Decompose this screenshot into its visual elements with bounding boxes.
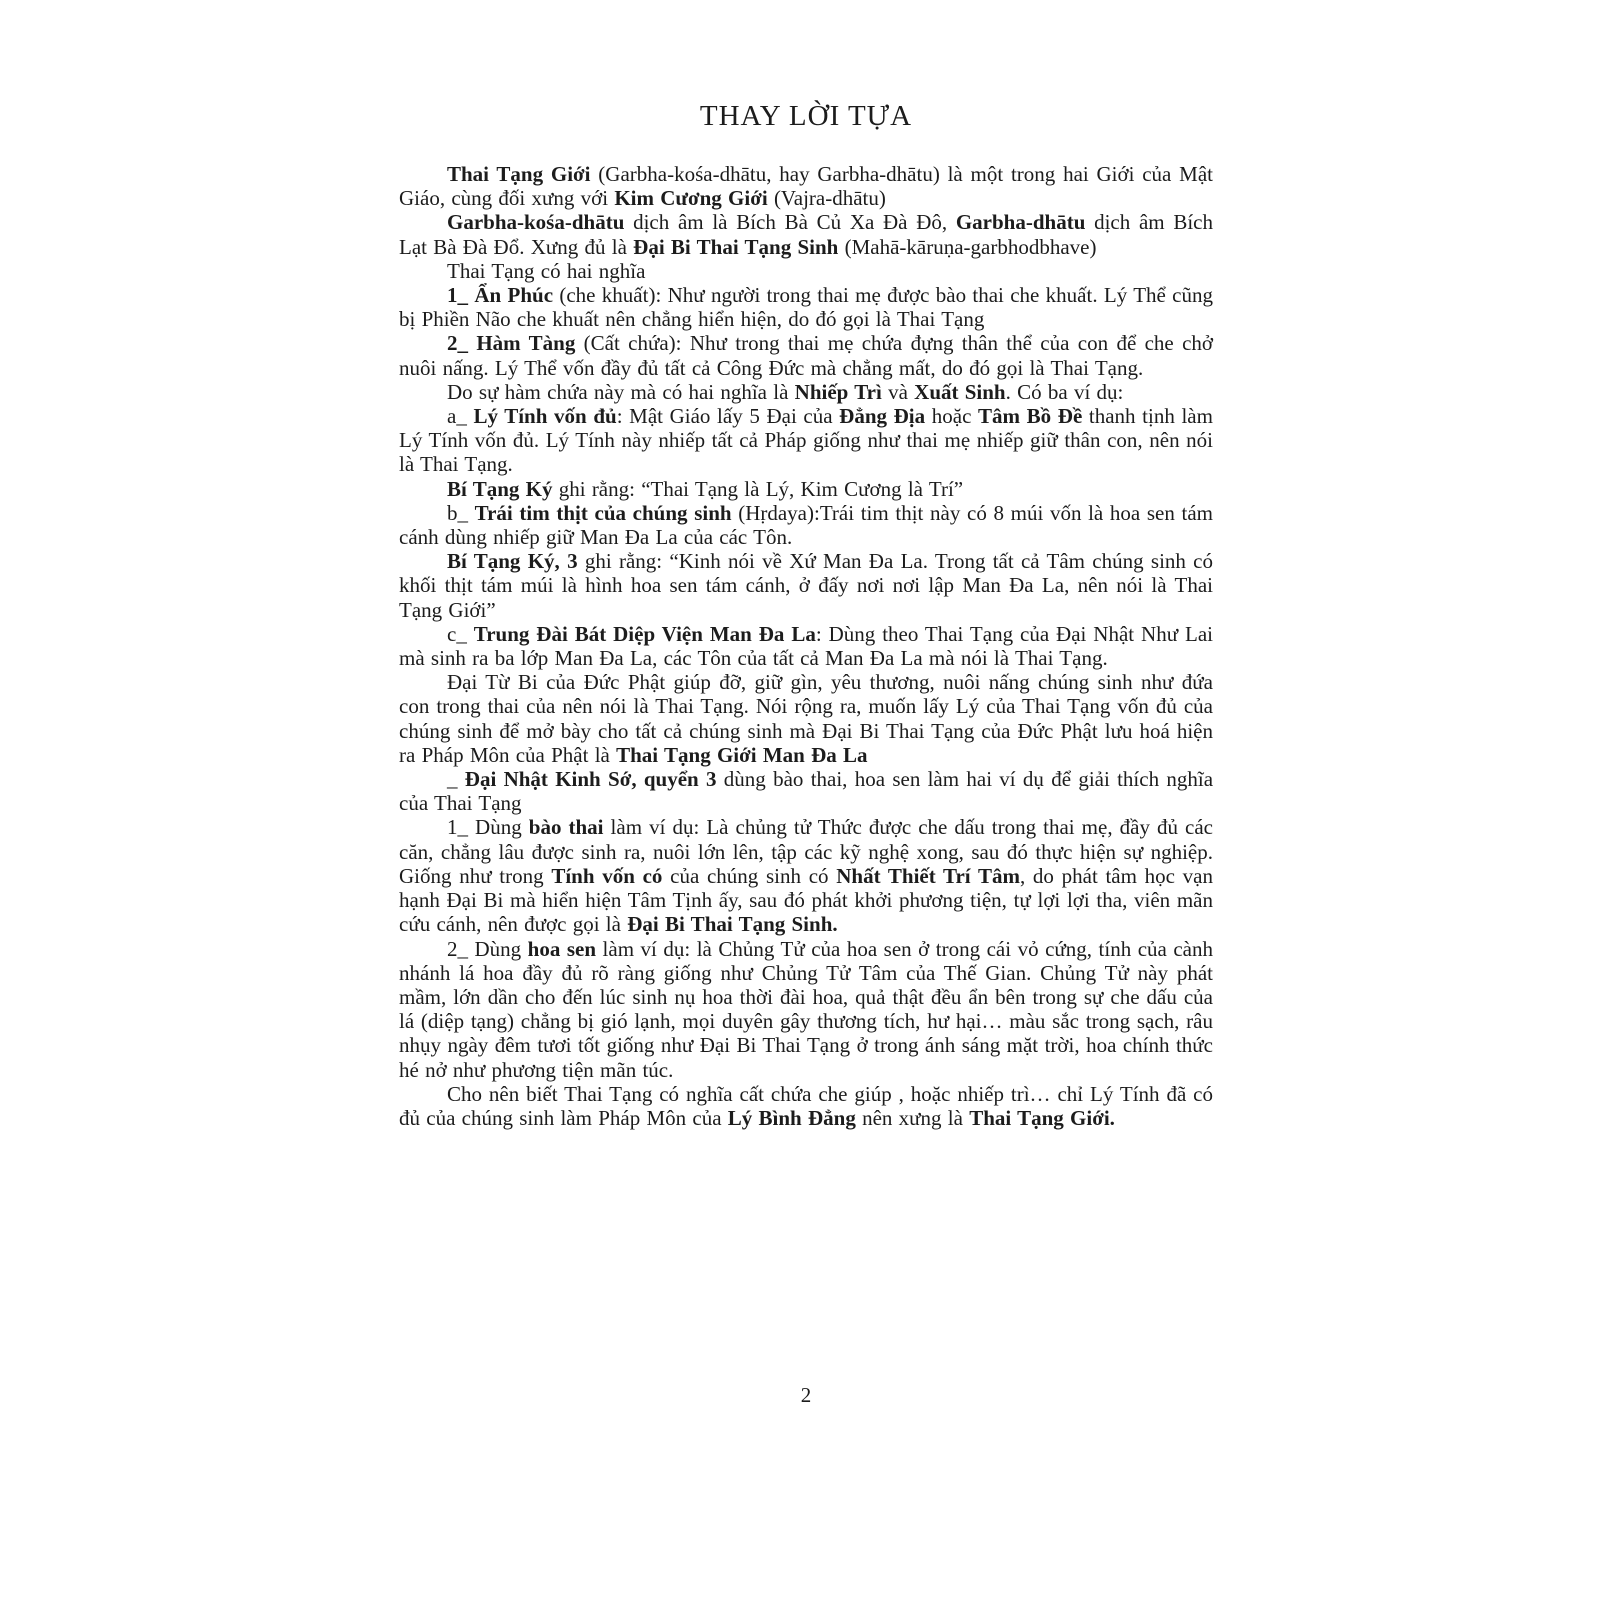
- text-segment: (che khuất): Như người trong thai mẹ được bào thai che khuất. Lý Thể cũng bị Phiền Não che khuất nên chẳng hiển hiện, do đó gọi là Thai Tạng: [399, 283, 1213, 332]
- bold-text-segment: Trái tim thịt của chúng sinh: [474, 500, 732, 525]
- text-segment: b_: [447, 500, 475, 525]
- bold-text-segment: hoa sen: [527, 936, 597, 961]
- bold-text-segment: Đại Nhật Kinh Sớ, quyển 3: [464, 767, 717, 792]
- text-segment: (Cất chứa): Như trong thai mẹ chứa đựng thân thể của con để che chở nuôi nấng. Lý Thể vốn đầy đủ tất cả Công Đức mà chẳng mất, do đó gọi là Thai Tạng.: [399, 331, 1214, 380]
- text-segment: c_: [447, 621, 474, 646]
- bold-text-segment: Đại Bi Thai Tạng Sinh.: [627, 912, 838, 937]
- bold-text-segment: Lý Bình Đẳng: [727, 1105, 856, 1130]
- text-segment: Thai Tạng có hai nghĩa: [447, 258, 646, 283]
- paragraph: [399, 549, 1213, 622]
- text-segment: của chúng sinh có: [662, 863, 837, 888]
- paragraph: [399, 767, 1213, 815]
- text-segment: (Hṛdaya):Trái tim thịt này có 8 múi vốn là hoa sen tám cánh dùng nhiếp giữ Man Đa La của các Tôn.: [399, 500, 1213, 550]
- bold-text-segment: 2_ Hàm Tàng: [447, 331, 576, 356]
- text-segment: : Mật Giáo lấy 5 Đại của: [616, 404, 840, 429]
- text-segment: thanh tịnh làm Lý Tính vốn đủ. Lý Tính này nhiếp tất cả Pháp giống như thai mẹ nhiếp giữ thân con, nên nói là Thai Tạng.: [399, 404, 1213, 477]
- page-title: THAY LỜI TỰA: [699, 100, 913, 132]
- bold-text-segment: bào thai: [528, 815, 604, 840]
- text-segment: ghi rằng: “Kinh nói về Xứ Man Đa La. Trong tất cả Tâm chúng sinh có khối thịt tám múi là hình hoa sen tám cánh, ở đấy nơi nơi lập Man Đa La, nên nói là Thai Tạng Giới”: [399, 549, 1213, 622]
- text-segment: làm ví dụ: là Chủng Tử của hoa sen ở trong cái vỏ cứng, tính của cành nhánh lá hoa đầy đủ rõ ràng giống như Chủng Tử Tâm của Thế Gian. Chủng Tử này phát mầm, lớn dần cho đến lúc sinh nụ hoa thời đài hoa, quả thật đều ẩn bên trong sự che dấu của lá (diệp tạng) chẳng bị gió lạnh, mọi duyên gây thương tích, hư hại… màu sắc trong sạch, râu nhụy ngày đêm tươi tốt giống như Đại Bi Thai Tạng ở trong ánh sáng mặt trời, hoa chính thức hé nở như phương tiện mãn túc.: [399, 936, 1213, 1082]
- paragraph: [399, 1082, 1213, 1130]
- bold-text-segment: Đẳng Địa: [839, 404, 926, 429]
- text-segment: (Mahā-kāruṇa-garbhodbhave): [838, 234, 1097, 259]
- paragraph: [399, 477, 1213, 501]
- paragraph: [399, 380, 1213, 404]
- bold-text-segment: Đại Bi Thai Tạng Sinh: [633, 234, 839, 259]
- bold-text-segment: Garbha-kośa-dhātu: [447, 210, 625, 235]
- bold-text-segment: Thai Tạng Giới.: [969, 1105, 1115, 1130]
- text-segment: dịch âm là Bích Bà Củ Xa Đà Đô,: [624, 210, 956, 235]
- text-segment: Cho nên biết Thai Tạng có nghĩa cất chứa che giúp , hoặc nhiếp trì… chỉ Lý Tính đã có đủ của chúng sinh làm Pháp Môn của: [399, 1081, 1213, 1130]
- text-segment: dịch âm Bích Lạt Bà Đà Đổ. Xưng đủ là: [399, 210, 1213, 259]
- bold-text-segment: Tâm Bồ Đề: [978, 404, 1083, 429]
- bold-text-segment: Lý Tính vốn đủ: [473, 404, 617, 429]
- text-segment: _: [447, 767, 465, 792]
- bold-text-segment: Thai Tạng Giới Man Đa La: [616, 742, 868, 767]
- paragraph: [399, 622, 1213, 670]
- paragraph: [399, 283, 1213, 331]
- bold-text-segment: Garbha-dhātu: [955, 210, 1086, 235]
- text-segment: 1_ Dùng: [447, 815, 529, 840]
- text-segment: : Dùng theo Thai Tạng của Đại Nhật Như Lai mà sinh ra ba lớp Man Đa La, các Tôn của tất cả Man Đa La mà nói là Thai Tạng.: [399, 621, 1213, 671]
- text-segment: hoặc: [925, 404, 979, 429]
- paragraph: [399, 210, 1213, 258]
- text-segment: , do phát tâm học vạn hạnh Đại Bi mà hiển hiện Tâm Tịnh ấy, sau đó phát khởi phương tiện, tự lợi lợi tha, viên mãn cứu cánh, nên được gọi là: [399, 863, 1214, 937]
- text-segment: làm ví dụ: Là chủng tử Thức được che dấu trong thai mẹ, đầy đủ các căn, chẳng lâu được sinh ra, nuôi lớn lên, tập các kỹ nghệ xong, sau đó thực hiện sự nghiệp. Giống như trong: [399, 815, 1213, 888]
- bold-text-segment: 1_ Ẩn Phúc: [447, 283, 554, 308]
- paragraph: [399, 501, 1213, 549]
- text-segment: nên xưng là: [855, 1105, 970, 1130]
- text-segment: Đại Từ Bi của Đức Phật giúp đỡ, giữ gìn, yêu thương, nuôi nấng chúng sinh như đứa con trong thai của nên nói là Thai Tạng. Nói rộng ra, muốn lấy Lý của Thai Tạng vốn đủ của chúng sinh để mở bày cho tất cả chúng sinh mà Đại Bi Thai Tạng của Đức Phật lưu hoá hiện ra Pháp Môn của Phật là: [399, 670, 1213, 767]
- bold-text-segment: Nhiếp Trì: [794, 379, 882, 404]
- page-number: 2: [800, 1383, 812, 1407]
- bold-text-segment: Nhất Thiết Trí Tâm: [836, 863, 1020, 888]
- paragraph: [399, 162, 1213, 210]
- text-segment: (Vajra-dhātu): [767, 186, 886, 211]
- paragraph: [399, 259, 1213, 283]
- text-segment: dùng bào thai, hoa sen làm hai ví dụ để giải thích nghĩa của Thai Tạng: [399, 767, 1214, 816]
- text-segment: Do sự hàm chứa này mà có hai nghĩa là: [447, 379, 795, 404]
- bold-text-segment: Bí Tạng Ký, 3: [447, 549, 578, 574]
- bold-text-segment: Bí Tạng Ký: [447, 476, 553, 501]
- text-segment: và: [881, 379, 915, 404]
- text-segment: ghi rằng: “Thai Tạng là Lý, Kim Cương là Trí”: [552, 476, 964, 501]
- bold-text-segment: Xuất Sinh: [914, 379, 1006, 404]
- text-segment: 2_ Dùng: [447, 936, 528, 961]
- text-block: [399, 98, 1213, 1130]
- text-segment: . Có ba ví dụ:: [1005, 379, 1124, 404]
- paragraph: [399, 815, 1213, 936]
- paragraph: [399, 937, 1213, 1082]
- text-segment: (Garbha-kośa-dhātu, hay Garbha-dhātu) là một trong hai Giới của Mật Giáo, cùng đối xưng với: [399, 162, 1213, 211]
- bold-text-segment: Trung Đài Bát Diệp Viện Man Đa La: [473, 621, 816, 646]
- document-body: [399, 162, 1213, 1130]
- paragraph: [399, 404, 1213, 477]
- paragraph: [399, 670, 1213, 767]
- text-segment: a_: [447, 404, 474, 429]
- paragraph: [399, 331, 1213, 379]
- bold-text-segment: Kim Cương Giới: [614, 186, 768, 211]
- bold-text-segment: Tính vốn có: [551, 863, 663, 888]
- bold-text-segment: Thai Tạng Giới: [447, 162, 591, 186]
